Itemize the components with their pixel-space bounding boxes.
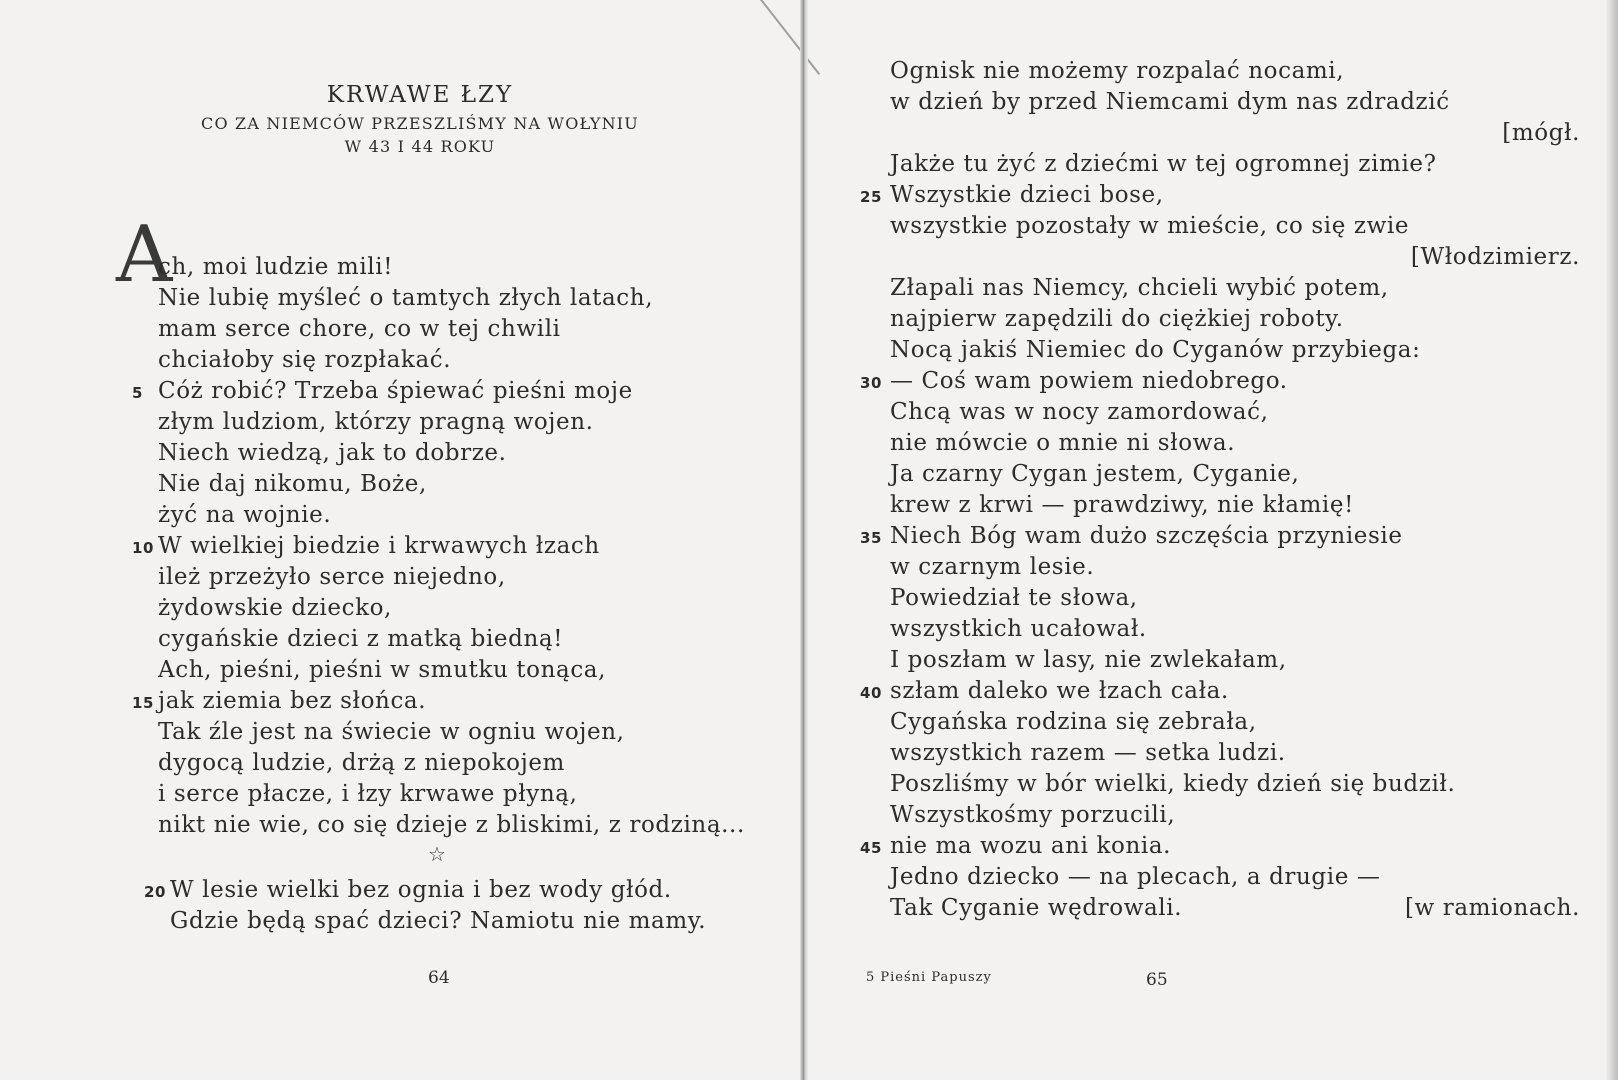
verse-line <box>158 438 778 469</box>
verse-text: Nocą jakiś Niemiec do Cyganów przybiega: <box>890 337 1421 363</box>
verse-text: Wszystkośmy porzucili, <box>890 802 1176 828</box>
verse-text: nie mówcie o mnie ni słowa. <box>890 430 1236 456</box>
verse-text: Tak Cyganie wędrowali. <box>890 895 1183 921</box>
verse-text: mam serce chore, co w tej chwili <box>158 316 561 342</box>
verse-line <box>132 376 778 407</box>
verse-line <box>890 428 1580 459</box>
verse-text: Poszliśmy w bór wielki, kiedy dzień się budził. <box>890 771 1456 797</box>
verse-text: Powiedział te słowa, <box>890 585 1138 611</box>
verse-text: chciałoby się rozpłakać. <box>158 347 452 373</box>
verse-line <box>890 645 1580 676</box>
verse-line <box>890 552 1580 583</box>
verse-line <box>158 624 778 655</box>
verse-line <box>890 800 1580 831</box>
line-number: 45 <box>860 839 883 857</box>
verse-line <box>860 180 1580 211</box>
verse-line <box>170 906 790 937</box>
poem-subtitle-line1: CO ZA NIEMCÓW PRZESZLIŚMY NA WOŁYNIU <box>201 114 639 133</box>
verse-line <box>890 304 1580 335</box>
verse-text: i serce płacze, i łzy krwawe płyną, <box>158 781 578 807</box>
verse-line <box>890 583 1580 614</box>
verse-text: wszystkie pozostały w mieście, co się zwie <box>890 213 1410 239</box>
line-number: 20 <box>144 883 167 901</box>
poem-title: KRWAWE ŁZY <box>326 82 514 108</box>
verse-continuation: [w ramionach. <box>1404 895 1580 921</box>
right-page <box>806 0 1618 1080</box>
poem-heading <box>140 82 700 156</box>
line-number: 30 <box>860 374 883 392</box>
page-number-right: 65 <box>1146 970 1168 990</box>
line-number: 5 <box>132 384 144 402</box>
verse-line <box>158 283 778 314</box>
verse-block-right <box>860 56 1580 924</box>
verse-text: Ach, pieśni, pieśni w smutku tonąca, <box>158 657 607 683</box>
page-edge <box>1606 0 1618 1080</box>
verse-line <box>890 56 1580 87</box>
section-star: ☆ <box>428 842 446 866</box>
verse-text: — Coś wam powiem niedobrego. <box>890 368 1288 394</box>
verse-line <box>158 562 778 593</box>
verse-text: ileż przeżyło serce niejedno, <box>158 564 506 590</box>
verse-text: złym ludziom, którzy pragną wojen. <box>158 409 594 435</box>
verse-text: Chcą was w nocy zamordować, <box>890 399 1269 425</box>
verse-text: Wszystkie dzieci bose, <box>890 182 1164 208</box>
left-page <box>0 0 800 1080</box>
verse-text: wszystkich ucałował. <box>890 616 1147 642</box>
verse-text: Nie daj nikomu, Boże, <box>158 471 427 497</box>
verse-text: jak ziemia bez słońca. <box>158 688 427 714</box>
verse-line <box>890 335 1580 366</box>
line-number: 15 <box>132 694 155 712</box>
verse-line <box>158 717 778 748</box>
verse-text: I poszłam w lasy, nie zwlekałam, <box>890 647 1287 673</box>
verse-line <box>890 707 1580 738</box>
verse-line <box>890 490 1580 521</box>
page-number-left: 64 <box>428 968 450 988</box>
verse-line <box>132 686 778 717</box>
verse-line <box>158 469 778 500</box>
verse-line <box>890 738 1580 769</box>
verse-text: W wielkiej biedzie i krwawych łzach <box>158 533 600 559</box>
verse-line <box>890 397 1580 428</box>
verse-line <box>158 252 778 283</box>
verse-line <box>860 366 1580 397</box>
verse-text: ch, moi ludzie mili! <box>158 254 394 280</box>
verse-line <box>144 875 790 906</box>
verse-text: nie ma wozu ani konia. <box>890 833 1172 859</box>
verse-text: W lesie wielki bez ognia i bez wody głód. <box>170 877 672 903</box>
verse-text: nikt nie wie, co się dzieje z bliskimi, z rodziną... <box>158 812 745 838</box>
verse-line <box>890 893 1580 924</box>
verse-text: krew z krwi — prawdziwy, nie kłamię! <box>890 492 1354 518</box>
verse-continuation: [Włodzimierz. <box>1410 244 1580 270</box>
verse-text: Niech Bóg wam dużo szczęścia przyniesie <box>890 523 1403 549</box>
verse-block-left-b <box>144 875 790 937</box>
line-number: 40 <box>860 684 883 702</box>
verse-line <box>890 862 1580 893</box>
verse-text: Niech wiedzą, jak to dobrze. <box>158 440 507 466</box>
verse-line <box>890 87 1580 118</box>
drop-cap: A <box>116 210 173 300</box>
verse-text: szłam daleko we łzach cała. <box>890 678 1229 704</box>
line-number: 10 <box>132 539 155 557</box>
verse-text: najpierw zapędzili do ciężkiej roboty. <box>890 306 1344 332</box>
verse-text: dygocą ludzie, drżą z niepokojem <box>158 750 565 776</box>
verse-line <box>890 769 1580 800</box>
verse-text: żydowskie dziecko, <box>158 595 392 621</box>
verse-text: Jedno dziecko — na plecach, a drugie — <box>890 864 1381 890</box>
verse-line <box>158 810 778 841</box>
verse-line <box>158 748 778 779</box>
verse-text: cygańskie dzieci z matką biedną! <box>158 626 564 652</box>
verse-text: w czarnym lesie. <box>890 554 1095 580</box>
verse-text: wszystkich razem — setka ludzi. <box>890 740 1286 766</box>
verse-line <box>890 242 1580 273</box>
verse-line <box>890 459 1580 490</box>
verse-continuation: [mógł. <box>1502 120 1580 146</box>
verse-text: Ognisk nie możemy rozpalać nocami, <box>890 58 1345 84</box>
line-number: 35 <box>860 529 883 547</box>
verse-line <box>158 407 778 438</box>
verse-text: Tak źle jest na świecie w ogniu wojen, <box>158 719 625 745</box>
verse-line <box>132 531 778 562</box>
verse-text: Cóż robić? Trzeba śpiewać pieśni moje <box>158 378 633 404</box>
verse-line <box>890 211 1580 242</box>
footer-note: 5 Pieśni Papuszy <box>866 970 992 985</box>
verse-text: Cygańska rodzina się zebrała, <box>890 709 1257 735</box>
verse-line <box>890 149 1580 180</box>
verse-text: Gdzie będą spać dzieci? Namiotu nie mamy. <box>170 908 707 934</box>
verse-line <box>860 521 1580 552</box>
line-number: 25 <box>860 188 883 206</box>
verse-text: Złapali nas Niemcy, chcieli wybić potem, <box>890 275 1389 301</box>
verse-text: żyć na wojnie. <box>158 502 332 528</box>
verse-line <box>860 676 1580 707</box>
verse-line <box>860 831 1580 862</box>
verse-text: Ja czarny Cygan jestem, Cyganie, <box>890 461 1300 487</box>
verse-text: Nie lubię myśleć o tamtych złych latach, <box>158 285 654 311</box>
verse-line <box>890 614 1580 645</box>
verse-line <box>158 779 778 810</box>
verse-line <box>158 314 778 345</box>
verse-line <box>158 345 778 376</box>
verse-text: w dzień by przed Niemcami dym nas zdradzić <box>890 89 1450 115</box>
verse-text: Jakże tu żyć z dziećmi w tej ogromnej zimie? <box>890 151 1437 177</box>
verse-line <box>158 500 778 531</box>
verse-line <box>158 655 778 686</box>
verse-line <box>890 273 1580 304</box>
verse-line <box>890 118 1580 149</box>
verse-block-left-a <box>132 252 778 841</box>
poem-subtitle-line2: W 43 I 44 ROKU <box>344 137 496 156</box>
verse-line <box>158 593 778 624</box>
